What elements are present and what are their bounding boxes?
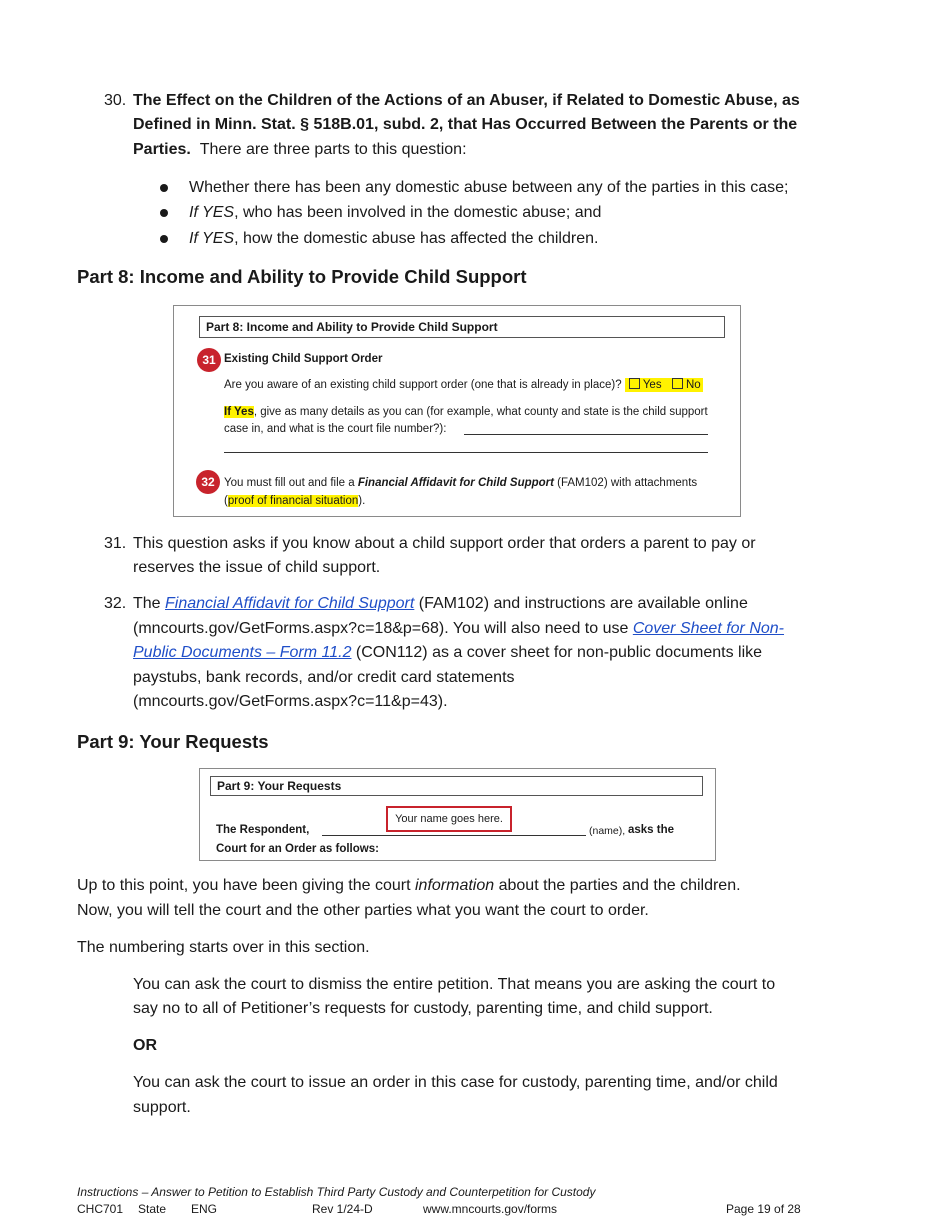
- if-yes-label: If Yes: [224, 406, 254, 418]
- footer-page-number: Page 19 of 28: [726, 1202, 801, 1216]
- item-30-bullet-1: [189, 176, 788, 200]
- p1-pre: Up to this point, you have been giving the court: [77, 877, 415, 894]
- q32-text-post: (FAM102) with attachments: [553, 477, 698, 489]
- item-30-number: 30.: [104, 92, 127, 109]
- q32-text-italic: Financial Affidavit for Child Support: [357, 477, 554, 489]
- item-32-l3-post: (CON112) as a cover sheet for non-public documents like: [351, 644, 763, 661]
- name-field-line: [322, 835, 586, 836]
- item-32-line2: [133, 617, 784, 641]
- item-31-number: 31.: [104, 535, 127, 552]
- paragraph-1-line2: Now, you will tell the court and the other parties what you want the court to order.: [77, 902, 649, 919]
- financial-affidavit-link[interactable]: Financial Affidavit for Child Support: [165, 595, 415, 612]
- cover-sheet-link[interactable]: Cover Sheet for Non-: [632, 620, 785, 637]
- bullet-3-text: , how the domestic abuse has affected the children.: [234, 230, 599, 247]
- item-32-l2-pre: (mncourts.gov/GetForms.aspx?c=18&p=68). You will also need to use: [133, 620, 633, 637]
- paragraph-1-line1: [77, 874, 741, 898]
- item-32-line1: [133, 592, 748, 616]
- item-30-intro: There are three parts to this question:: [199, 141, 467, 158]
- paragraph-2: The numbering starts over in this section.: [77, 939, 370, 956]
- footer-url[interactable]: www.mncourts.gov/forms: [423, 1202, 558, 1216]
- q31-question: Are you aware of an existing child support order (one that is already in place)?: [224, 379, 622, 391]
- name-label: (name),: [589, 825, 626, 837]
- q32-line2: [224, 493, 365, 509]
- q32-highlight: proof of financial situation: [227, 495, 359, 507]
- bullet-icon: [160, 184, 168, 192]
- p1-italic: information: [415, 877, 495, 894]
- part-8-heading: Part 8: Income and Ability to Provide Child Support: [77, 266, 527, 287]
- no-checkbox[interactable]: [672, 378, 683, 389]
- court-order-label: Court for an Order as follows:: [216, 843, 379, 855]
- item-32-line3: [133, 641, 762, 665]
- item-31-line1: This question asks if you know about a child support order that orders a parent to pay or: [133, 535, 756, 552]
- if-yes-text-2: case in, and what is the court file number?):: [224, 423, 447, 435]
- item-30-heading-line3: Parties.: [133, 141, 191, 158]
- q31-if-yes-line1: [224, 404, 708, 420]
- item-32-l1-pre: The: [133, 595, 166, 612]
- paragraph-4-line2: support.: [133, 1099, 191, 1116]
- part-9-form-excerpt: [199, 768, 716, 861]
- paragraph-3-line1: You can ask the court to dismiss the entire petition. That means you are asking the court to: [133, 976, 776, 993]
- paragraph-4-line1: You can ask the court to issue an order in this case for custody, parenting time, and/or child: [133, 1074, 778, 1091]
- name-hint-box: Your name goes here.: [386, 806, 512, 832]
- respondent-label: The Respondent,: [216, 824, 310, 836]
- bullet-icon: [160, 235, 168, 243]
- bullet-icon: [160, 209, 168, 217]
- asks-label: asks the: [628, 824, 675, 836]
- item-32-number: 32.: [104, 595, 127, 612]
- item-32-l1-post: (FAM102) and instructions are available online: [414, 595, 748, 612]
- yes-checkbox[interactable]: [629, 378, 640, 389]
- footer-language: ENG: [191, 1202, 218, 1216]
- q32-line1: [224, 475, 697, 491]
- bullet-2-italic: If YES: [189, 204, 235, 221]
- details-field-line: [464, 434, 708, 435]
- footer-state: State: [138, 1202, 167, 1216]
- yes-label: Yes: [642, 379, 662, 391]
- p1-post: about the parties and the children.: [494, 877, 741, 894]
- bullet-2-text: , who has been involved in the domestic abuse; and: [234, 204, 602, 221]
- footer-title: Instructions – Answer to Petition to Establish Third Party Custody and Counterpetition for Custody: [77, 1185, 596, 1199]
- part-9-heading: Part 9: Your Requests: [77, 731, 269, 752]
- cover-sheet-link-cont[interactable]: Public Documents – Form 11.2: [133, 644, 352, 661]
- if-yes-text-1: , give as many details as you can (for example, what county and state is the child support: [253, 406, 708, 418]
- item-30-bullet-2: [189, 201, 601, 225]
- q31-question-row: [224, 377, 703, 393]
- footer-revision: Rev 1/24-D: [312, 1202, 373, 1216]
- q32-paren-open: (: [224, 495, 228, 507]
- item-30-heading-line1: The Effect on the Children of the Actions of an Abuser, if Related to Domestic Abuse, as: [133, 92, 800, 109]
- q32-text-pre: You must fill out and file a: [224, 477, 358, 489]
- paragraph-3-line2: say no to all of Petitioner’s requests for custody, parenting time, and child support.: [133, 1000, 713, 1017]
- q31-options: [625, 378, 703, 392]
- or-separator: OR: [133, 1037, 157, 1054]
- footer-code: CHC701: [77, 1202, 124, 1216]
- q31-title: Existing Child Support Order: [224, 353, 383, 365]
- q32-badge: 32: [196, 470, 220, 494]
- details-field-line-2: [224, 452, 708, 453]
- no-label: No: [685, 379, 701, 391]
- bullet-3-italic: If YES: [189, 230, 235, 247]
- q31-badge: 31: [197, 348, 221, 372]
- bullet-1-text: Whether there has been any domestic abuse between any of the parties in this case;: [189, 179, 789, 196]
- item-30-bullet-3: [189, 227, 598, 251]
- item-30-heading-line2: Defined in Minn. Stat. § 518B.01, subd. 2, that Has Occurred Between the Parents or the: [133, 116, 798, 133]
- item-31-line2: reserves the issue of child support.: [133, 559, 381, 576]
- q32-paren-close: ).: [358, 495, 366, 507]
- part-8-form-excerpt: [173, 305, 741, 517]
- item-32-line4: paystubs, bank records, and/or credit card statements: [133, 669, 515, 686]
- part-9-form-title: Part 9: Your Requests: [210, 776, 703, 796]
- part-8-form-title: Part 8: Income and Ability to Provide Child Support: [199, 316, 725, 338]
- item-32-line5: (mncourts.gov/GetForms.aspx?c=11&p=43).: [133, 693, 448, 710]
- item-30-line3: [133, 138, 467, 162]
